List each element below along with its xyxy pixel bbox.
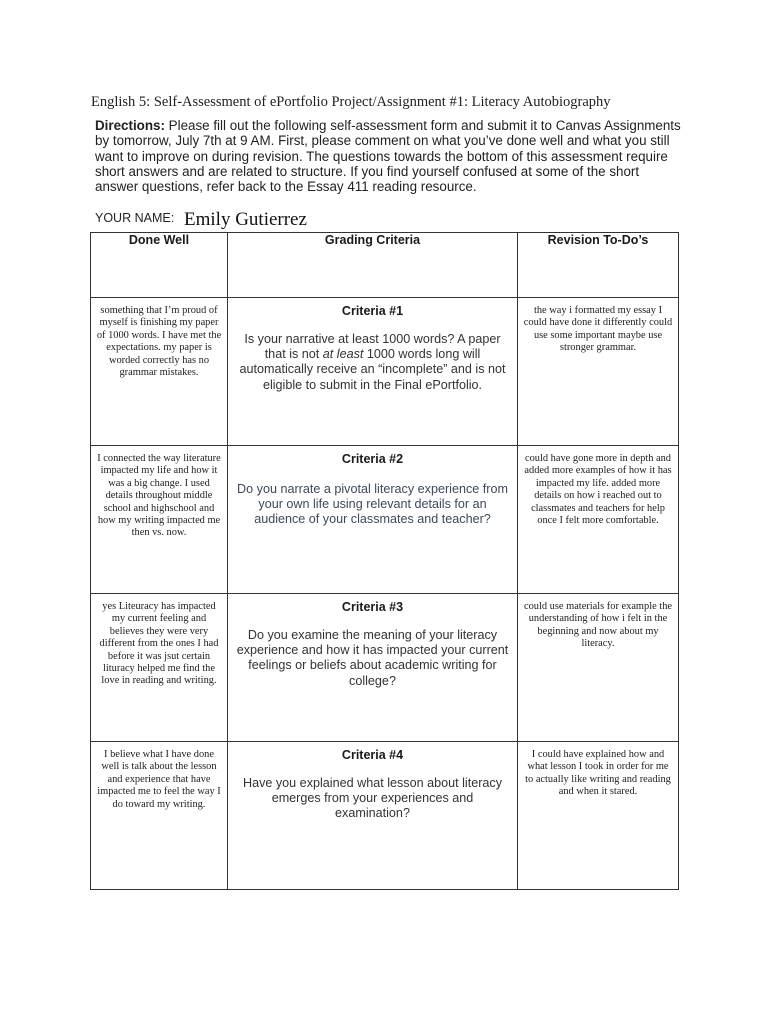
criteria-question-part: 1000 words long will automatically receive an “incomplete” and is not eligible to submit in the Final ePortfolio. bbox=[239, 347, 506, 392]
criteria-question: Do you narrate a pivotal literacy experience from your own life using relevant details for an audience of your classmates and teacher? bbox=[237, 482, 508, 527]
revision-todo-cell[interactable]: could have gone more in depth and added more examples of how it has impacted my life. added more details on how i reached out to classmates and teachers for help once I felt more comfortable. bbox=[518, 446, 679, 594]
name-label: YOUR NAME: bbox=[95, 211, 175, 225]
revision-todo-cell[interactable]: the way i formatted my essay I could have done it differently could use some important maybe use stronger grammar. bbox=[518, 298, 679, 446]
table-header-row bbox=[91, 233, 679, 298]
table-row bbox=[91, 742, 679, 890]
header-done-well: Done Well bbox=[91, 233, 228, 298]
table-row bbox=[91, 446, 679, 594]
done-well-cell[interactable]: something that I’m proud of myself is finishing my paper of 1000 words. I have met the expectations. my paper is worded correctly has no grammar mistakes. bbox=[91, 298, 228, 446]
header-revision-todos: Revision To-Do’s bbox=[518, 233, 679, 298]
criteria-cell bbox=[228, 446, 518, 594]
criteria-cell bbox=[228, 742, 518, 890]
criteria-title: Criteria #1 bbox=[341, 304, 404, 318]
criteria-question: Have you explained what lesson about literacy emerges from your experiences and examination? bbox=[242, 776, 503, 821]
table-row bbox=[91, 594, 679, 742]
directions-label: Directions: bbox=[95, 118, 165, 133]
criteria-cell bbox=[228, 594, 518, 742]
self-assessment-table bbox=[90, 232, 679, 890]
directions-paragraph bbox=[95, 118, 685, 194]
criteria-question-part: Is your narrative at least 1000 words? A paper that is not bbox=[244, 332, 501, 362]
revision-todo-cell[interactable]: could use materials for example the understanding of how i felt in the beginning and now about my literacy. bbox=[518, 594, 679, 742]
done-well-cell[interactable]: yes Liteuracy has impacted my current feeling and believes they were very different from the ones I had before it was jsut certain lituracy helped me find the love in reading and writing. bbox=[91, 594, 228, 742]
criteria-title: Criteria #4 bbox=[341, 748, 404, 762]
criteria-cell bbox=[228, 298, 518, 446]
criteria-question-emphasis: at least bbox=[322, 347, 364, 362]
done-well-cell[interactable]: I connected the way literature impacted my life and how it was a big change. I used details throughout middle school and highschool and how my writing impacted me then vs. now. bbox=[91, 446, 228, 594]
criteria-title: Criteria #3 bbox=[341, 600, 404, 614]
table-row bbox=[91, 298, 679, 446]
revision-todo-cell[interactable]: I could have explained how and what lesson I took in order for me to actually like writing and reading and when it stared. bbox=[518, 742, 679, 890]
document-title: English 5: Self-Assessment of ePortfolio Project/Assignment #1: Literacy Autobiography bbox=[91, 94, 611, 110]
header-grading-criteria: Grading Criteria bbox=[228, 233, 518, 298]
criteria-question bbox=[234, 332, 511, 393]
directions-text: Please fill out the following self-assessment form and submit it to Canvas Assignments by tomorrow, July 7th at 9 AM. First, please comment on what you’ve done well and what you still want to improve on during revision. The questions towards the bottom of this assessment require short answers and are related to structure. If you find yourself confused at some of the short answer questions, refer back to the Essay 411 reading resource. bbox=[95, 118, 681, 195]
name-value[interactable]: Emily Gutierrez bbox=[184, 209, 307, 230]
criteria-title: Criteria #2 bbox=[341, 452, 404, 466]
name-row bbox=[95, 208, 495, 234]
done-well-cell[interactable]: I believe what I have done well is talk about the lesson and experience that have impacted me to feel the way I do toward my writing. bbox=[91, 742, 228, 890]
criteria-question: Do you examine the meaning of your literacy experience and how it has impacted your current feelings or beliefs about academic writing for college? bbox=[236, 628, 509, 688]
